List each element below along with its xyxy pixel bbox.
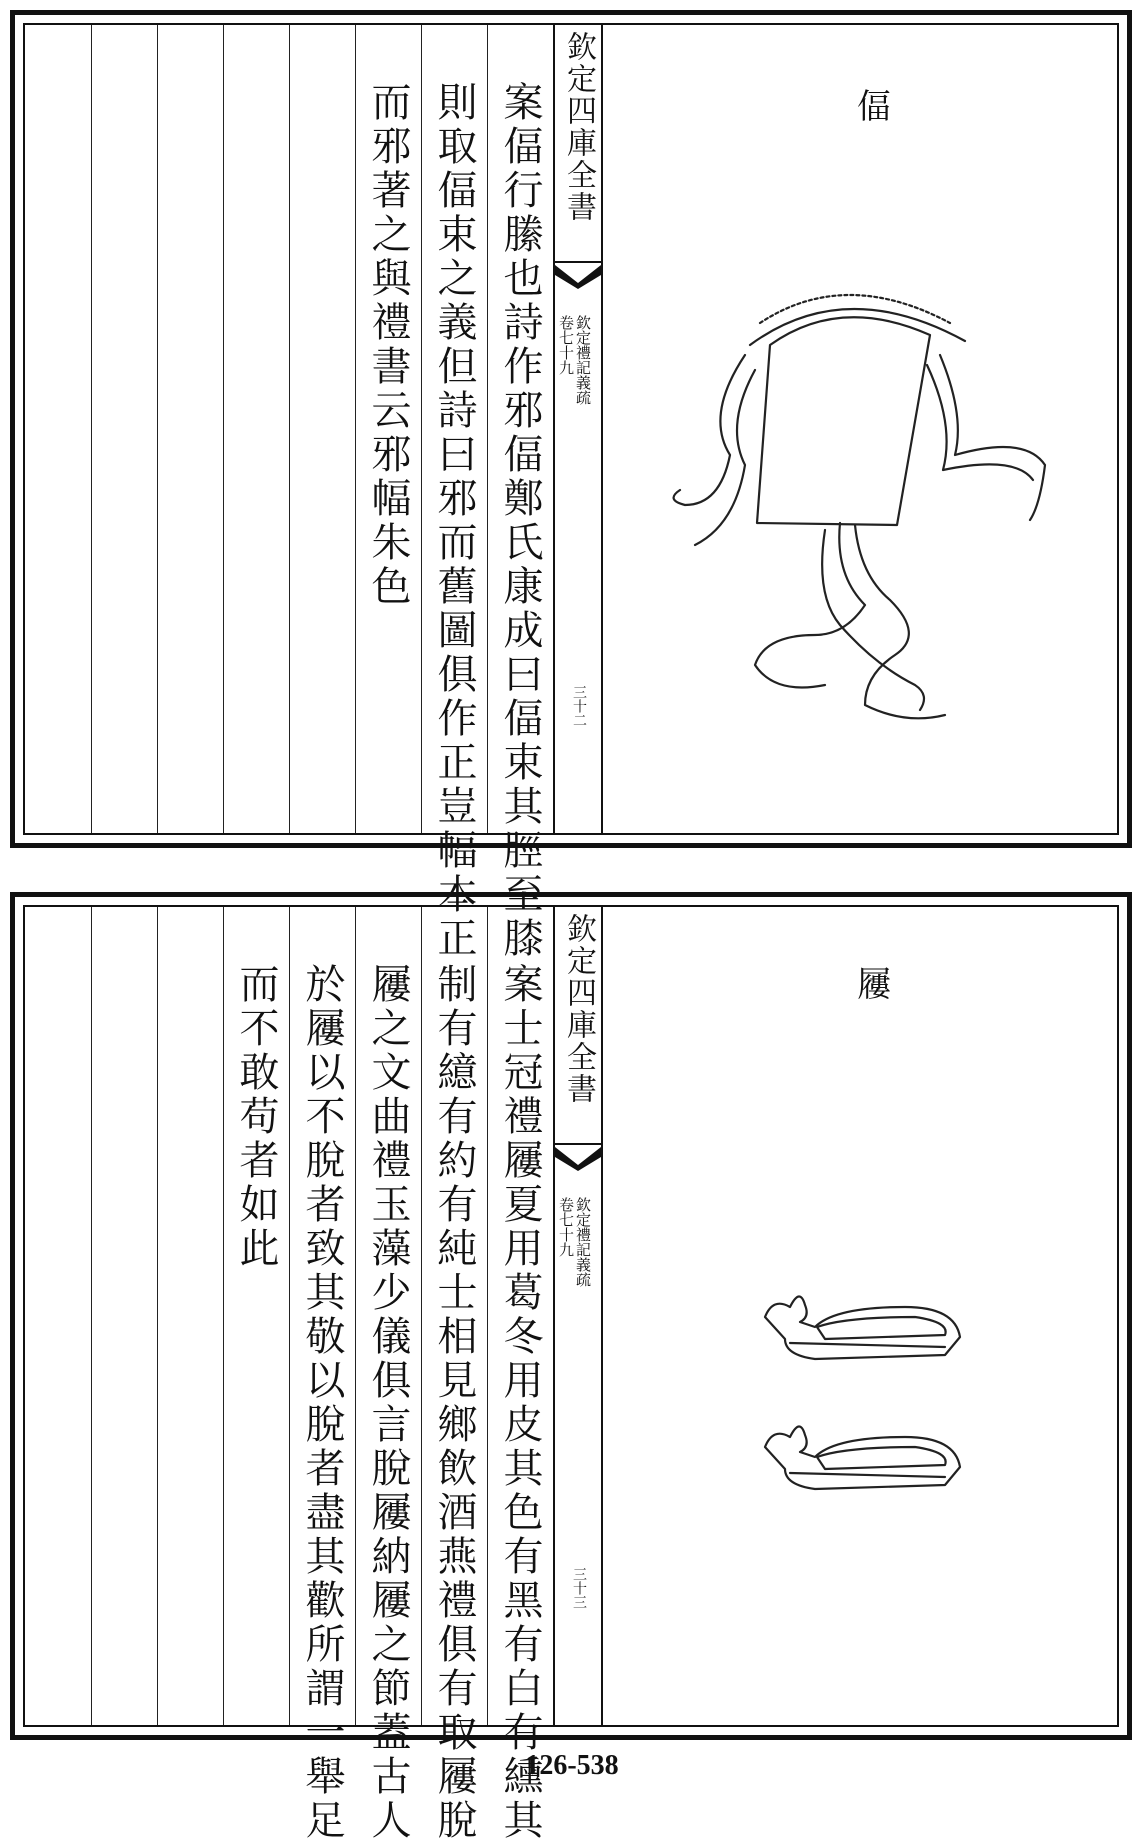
header-label-box: [555, 907, 601, 1145]
text-column-5: [223, 907, 289, 1725]
text-column-3: [355, 907, 421, 1843]
fish-tail-mark: [555, 263, 601, 289]
column-rule: [289, 25, 290, 833]
shoe-lower: [765, 1426, 960, 1489]
leaf-number: 三十二: [571, 685, 587, 727]
center-fold-column: [553, 25, 603, 833]
column-rule: [91, 907, 92, 1725]
book-header: 欽定四庫全書: [561, 913, 596, 1105]
center-fold-column: [553, 907, 603, 1725]
volume-subtitle: 卷七十九: [557, 1197, 575, 1257]
column-rule: [223, 25, 224, 833]
text-column-1: [487, 907, 553, 1843]
leg-wrap-illustration: [665, 275, 1065, 795]
top-page-frame: [23, 23, 1119, 961]
text-line: 屨之文曲禮玉藻少儀俱言脫屨納屨之節蓋古人: [365, 963, 411, 1843]
top-page: [10, 10, 1132, 961]
text-column-2: [421, 25, 487, 961]
column-rule: [157, 25, 158, 833]
text-line: 於屨以不脫者致其敬以脫者盡其歡所謂一舉足: [299, 963, 345, 1843]
book-subtitle: 欽定禮記義疏: [574, 1197, 592, 1287]
text-line: 案士冠禮屨夏用葛冬用皮其色有黑有白有纁其: [497, 963, 543, 1843]
text-line: 制有繶有約有純士相見鄉飲酒燕禮俱有取屨脫: [431, 963, 477, 1843]
leaf-number: 三十三: [571, 1567, 587, 1609]
book-header: 欽定四庫全書: [561, 31, 596, 223]
text-line: 則取偪束之義但詩曰邪而舊圖俱作正豈幅本正: [431, 81, 477, 961]
figure-title: 偪: [857, 87, 891, 127]
column-rule: [157, 907, 158, 1725]
text-column-2: [421, 907, 487, 1843]
text-line: 而不敢苟者如此: [233, 963, 279, 1271]
shoes-illustration: [755, 1277, 995, 1537]
fish-tail-mark: [555, 1145, 601, 1171]
shoe-upper: [765, 1296, 960, 1359]
text-column-4: [289, 907, 355, 1843]
page-number: 126-538: [525, 1750, 619, 1781]
figure-title: 屨: [857, 965, 891, 1005]
volume-subtitle: 卷七十九: [557, 315, 575, 375]
header-label-box: [555, 25, 601, 263]
column-rule: [91, 25, 92, 833]
text-line: 案偪行縢也詩作邪偪鄭氏康成曰偪束其脛至膝: [497, 81, 543, 961]
book-subtitle: 欽定禮記義疏: [574, 315, 592, 405]
text-column-3: [355, 25, 421, 833]
text-line: 而邪著之與禮書云邪幅朱色: [365, 81, 411, 609]
text-column-1: [487, 25, 553, 961]
